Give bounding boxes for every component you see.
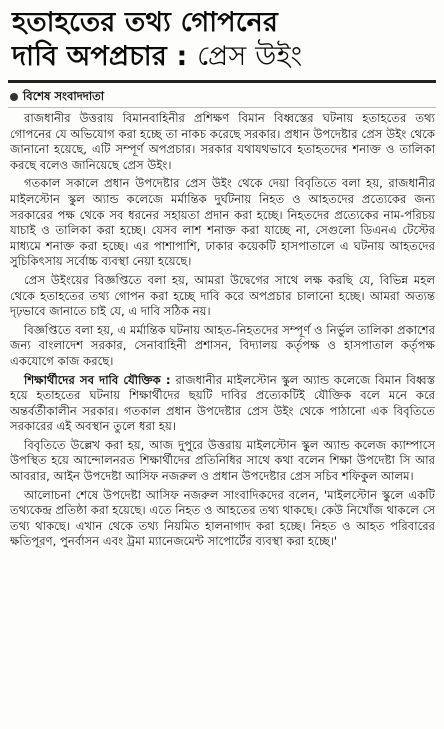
headline-line-2: [12, 40, 434, 74]
byline-rule: [8, 107, 436, 108]
headline: [0, 0, 444, 78]
subheading: শিক্ষার্থীদের সব দাবি যৌক্তিক :: [24, 372, 176, 387]
paragraph-text: গতকাল সকালে প্রধান উপদেষ্টার প্রেস উইং থেকে দেয়া বিবৃতিতে বলা হয়, রাজধানীর মাইলস্টোন স্কুল অ্যান্ড কলেজে মর্মান্তিক দুর্ঘটনায় নিহত ও আহতদের প্রত্যেকের জন্য সরকারের পক্ষ থেকে সব ধরনের সহায়তা প্রদান করা হচ্ছে। নিহতদের প্রত্যেকের নাম-পরিচয় যাচাই ও তালিকা করা হচ্ছে। যেসব লাশ শনাক্ত করা যাচ্ছে না, সেগুলো ডিএনএ টেস্টের মাধ্যমে শনাক্ত করা হচ্ছে। এর পাশাপাশি, ঢাকার কয়েকটি হাসপাতালে এ ঘটনায় আহতদের সুচিকিৎসায় সর্বোচ্চ ব্যবস্থা নেয়া হয়েছে।: [10, 176, 435, 269]
byline-text: বিশেষ সংবাদদাতা: [23, 88, 105, 103]
headline-line-1: হতাহতের তথ্য গোপনের: [12, 7, 279, 38]
bullet-icon: [10, 93, 18, 101]
article-body: [0, 111, 444, 550]
paragraph-text: আলোচনা শেষে উপদেষ্টা আসিফ নজরুল সাংবাদিকদের বলেন, 'মাইলস্টোন স্কুলে একটি তথ্যকেন্দ্র প্রতিষ্ঠা করা হয়েছে। এতে নিহত ও আহতের তথ্য থাকছে। কেউ নিখোঁজ থাকলে সে তথ্য থাকছে। এখান থেকে তথ্য নিয়মিত হালনাগাদ করা হচ্ছে। নিহত ও আহত পরিবারের ক্ষতিপূরণ, পুনর্বাসন এবং ট্রমা ম্যানেজমেন্ট সাপোর্টের ব্যবস্থা করা হচ্ছে।': [10, 487, 435, 549]
headline-source: প্রেস উইং: [197, 41, 303, 72]
paragraph-text: বিবৃতিতে উল্লেখ করা হয়, আজ দুপুরে উত্তরায় মাইলস্টোন স্কুল অ্যান্ড কলেজ ক্যাম্পাসে উপস্থিত হয়ে আন্দোলনরত শিক্ষার্থীদের প্রতিনিধির সাথে কথা বলেন শিক্ষা উপদেষ্টা সি আর আবরার, আইন উপদেষ্টা আসিফ নজরুল ও প্রধান উপদেষ্টার প্রেস সচিব শফিকুল আলম।: [10, 437, 435, 484]
headline-main: দাবি অপপ্রচার :: [12, 41, 198, 72]
paragraph: [10, 438, 435, 485]
paragraph: [10, 323, 435, 370]
paragraph-text: রাজধানীর উত্তরায় বিমানবাহিনীর প্রশিক্ষণ বিমান বিধ্বস্তের ঘটনায় হতাহতের তথ্য গোপনের যে অভিযোগ করা হচ্ছে তা নাকচ করেছে সরকার। প্রধান উপদেষ্টার প্রেস উইং থেকে জানানো হয়েছে, এটি সম্পূর্ণ অপপ্রচার। সরকার যথাযথভাবে হতাহতদের শনাক্ত ও তালিকা করছে বলেও জানিয়েছে প্রেস উইং।: [10, 111, 435, 172]
paragraph: [10, 273, 435, 320]
paragraph: [10, 111, 435, 173]
paragraph: [10, 488, 435, 550]
paragraph: [10, 176, 435, 270]
paragraph: [10, 373, 435, 435]
headline-rule: [8, 80, 436, 83]
paragraph-text: বিজ্ঞপ্তিতে বলা হয়, এ মর্মান্তিক ঘটনায় আহত-নিহতদের সম্পূর্ণ ও নির্ভুল তালিকা প্রকাশের জন্য বাংলাদেশ সরকার, সেনাবাহিনী প্রশাসন, বিদ্যালয় কর্তৃপক্ষ ও হাসপাতাল কর্তৃপক্ষ একযোগে কাজ করছে।: [10, 322, 435, 368]
paragraph-text: প্রেস উইংয়ের বিজ্ঞপ্তিতে বলা হয়, আমরা উদ্বেগের সাথে লক্ষ করছি যে, বিভিন্ন মহল থেকে হতাহতের তথ্য গোপন করা হচ্ছে দাবি করে অপপ্রচার চালানো হচ্ছে। আমরা অত্যন্ত দৃঢ়ভাবে জানাতে চাই যে, এ দাবি সঠিক নয়।: [10, 272, 435, 319]
paragraph-text: রাজধানীর মাইলস্টোন স্কুল অ্যান্ড কলেজে বিমান বিধ্বস্ত হয়ে হতাহতের ঘটনায় শিক্ষার্থীদের ছয়টি দাবির প্রত্যেকটিই যৌক্তিক বলে মনে করে অন্তর্বর্তীকালীন সরকার। গতকাল প্রধান উপদেষ্টার প্রেস উইং থেকে পাঠানো এক বিবৃতিতে সরকারের এই অবস্থান তুলে ধরা হয়।: [10, 372, 435, 434]
byline: [0, 87, 444, 107]
